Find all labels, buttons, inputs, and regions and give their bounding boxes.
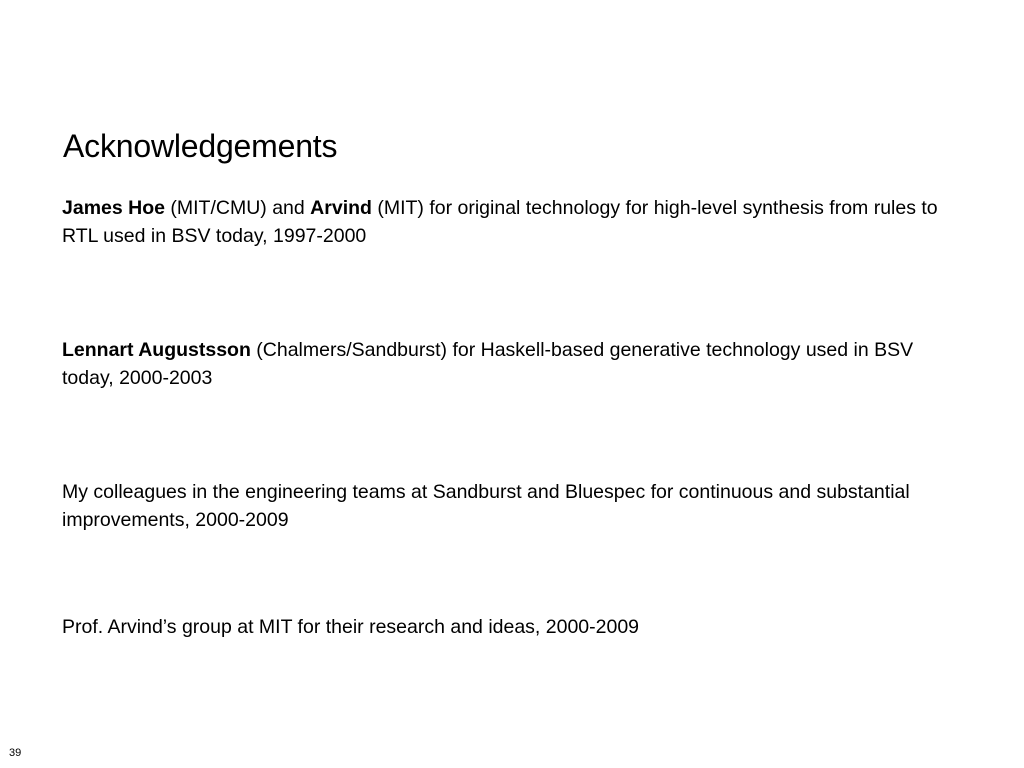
page-number: 39 — [9, 747, 22, 759]
acknowledgement-colleagues — [62, 478, 962, 534]
acknowledgement-augustsson — [62, 336, 962, 392]
affiliation-text: (MIT/CMU) and — [164, 197, 311, 219]
slide-title: Acknowledgements — [63, 128, 338, 164]
acknowledgement-text: (Chalmers/Sandburst) for Haskell-based generative technology used in BSV today, 2000-2003 — [62, 339, 914, 389]
acknowledgement-hoe-arvind — [62, 194, 962, 250]
acknowledgement-text: Prof. Arvind’s group at MIT for their research and ideas, 2000-2009 — [62, 616, 640, 638]
acknowledgement-arvind-group — [62, 613, 962, 641]
person-name-james-hoe: James Hoe — [62, 197, 165, 219]
person-name-lennart-augustsson: Lennart Augustsson — [62, 339, 251, 361]
person-name-arvind: Arvind — [310, 197, 372, 219]
acknowledgement-text: (MIT) for original technology for high-level synthesis from rules to RTL used in BSV today, 1997-2000 — [62, 197, 938, 247]
acknowledgement-text: My colleagues in the engineering teams at Sandburst and Bluespec for continuous and substantial improvements, 2000-2009 — [62, 481, 910, 531]
